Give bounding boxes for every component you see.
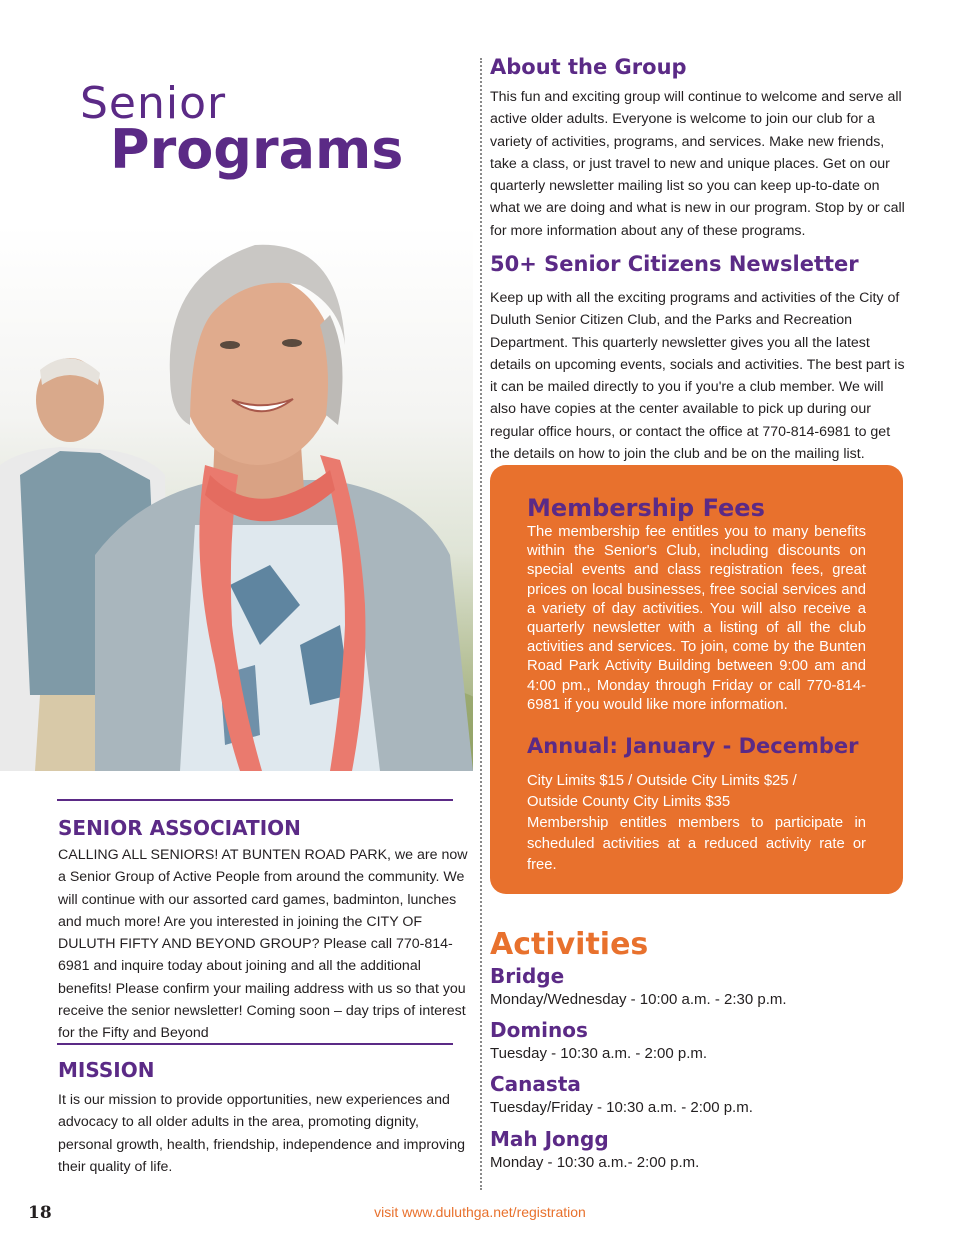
title-programs: Programs xyxy=(110,118,404,181)
activity-name: Canasta xyxy=(490,1072,581,1096)
fees-line-2: Outside County City Limits $35 xyxy=(527,794,731,810)
activity-name: Bridge xyxy=(490,964,565,988)
fees-note: Membership entitles members to participate in scheduled activities at a reduced activity rate or free. xyxy=(527,815,866,873)
page-number: 18 xyxy=(28,1203,52,1223)
about-body: This fun and exciting group will continue to welcome and serve all active older adults. Everyone is welcome to join our club for a variety of activities, programs, and services. Make new friends, take a class, or just travel to new and unique places. Get on our quarterly newsletter mailing list so you can keep up-to-date on what we are doing and what is new in our program. Stop by or call for more information about any of these programs. xyxy=(490,89,905,239)
title-senior: Senior xyxy=(80,78,227,129)
activity-time: Tuesday/Friday - 10:30 a.m. - 2:00 p.m. xyxy=(490,1099,753,1116)
mission-heading: MISSION xyxy=(58,1058,155,1082)
activities-heading: Activities xyxy=(490,927,649,962)
registration-link[interactable]: visit www.duluthga.net/registration xyxy=(374,1204,586,1220)
activity-time: Monday - 10:30 a.m.- 2:00 p.m. xyxy=(490,1154,700,1171)
association-body: CALLING ALL SENIORS! AT BUNTEN ROAD PARK, we are now a Senior Group of Active People from around the community. We will continue with our assorted card games, badminton, lunches and much more! Are you interested in joining the CITY OF DULUTH FIFTY AND BEYOND GROUP? Please call 770-814-6981 and inquire today about joining and all the additional benefits! Please confirm your mailing address with us so that you receive the senior newsletter! Coming soon – day trips of interest for the Fifty and Beyond xyxy=(58,847,468,1042)
membership-body: The membership fee entitles you to many benefits within the Senior's Club, including discounts on special events and class registration fees, great prices on local businesses, free social services and a variety of day activities. You will also receive a quarterly newsletter with a listing of all the club activities and services. To join, come by the Bunten Road Park Activity Building between 9:00 am and 4:00 pm., Monday through Friday or call 770-814-6981 if you would like more information. xyxy=(527,524,866,713)
association-heading: SENIOR ASSOCIATION xyxy=(58,816,301,840)
activity-name: Dominos xyxy=(490,1018,588,1042)
photo-seniors-walking-icon xyxy=(0,225,473,771)
fees-line-1: City Limits $15 / Outside City Limits $25 / xyxy=(527,773,797,789)
activity-name: Mah Jongg xyxy=(490,1127,609,1151)
newsletter-body: Keep up with all the exciting programs and activities of the City of Duluth Senior Citizen Club, and the Parks and Recreation Department. This quarterly newsletter gives you all the latest details on upcoming events, socials and activities. The best part is it can be mailed directly to you if you're a club member. We will also have copies at the center available to pick up during our regular office hours, or contact the office at 770-814-6981 to get the details on how to join the club and be on the mailing list. xyxy=(490,290,905,463)
mission-body: It is our mission to provide opportunities, new experiences and advocacy to all older adults in the area, promoting dignity, personal growth, health, friendship, independence and improving their quality of life. xyxy=(58,1092,465,1175)
annual-heading: Annual: January - December xyxy=(527,734,859,758)
activity-time: Monday/Wednesday - 10:00 a.m. - 2:30 p.m. xyxy=(490,991,787,1008)
about-heading: About the Group xyxy=(490,55,687,79)
newsletter-heading: 50+ Senior Citizens Newsletter xyxy=(490,252,859,276)
column-divider xyxy=(480,58,482,1190)
association-rule xyxy=(57,799,453,801)
seniors-photo xyxy=(0,225,473,771)
activity-time: Tuesday - 10:30 a.m. - 2:00 p.m. xyxy=(490,1045,708,1062)
membership-heading: Membership Fees xyxy=(527,494,765,522)
mission-rule xyxy=(57,1043,453,1045)
